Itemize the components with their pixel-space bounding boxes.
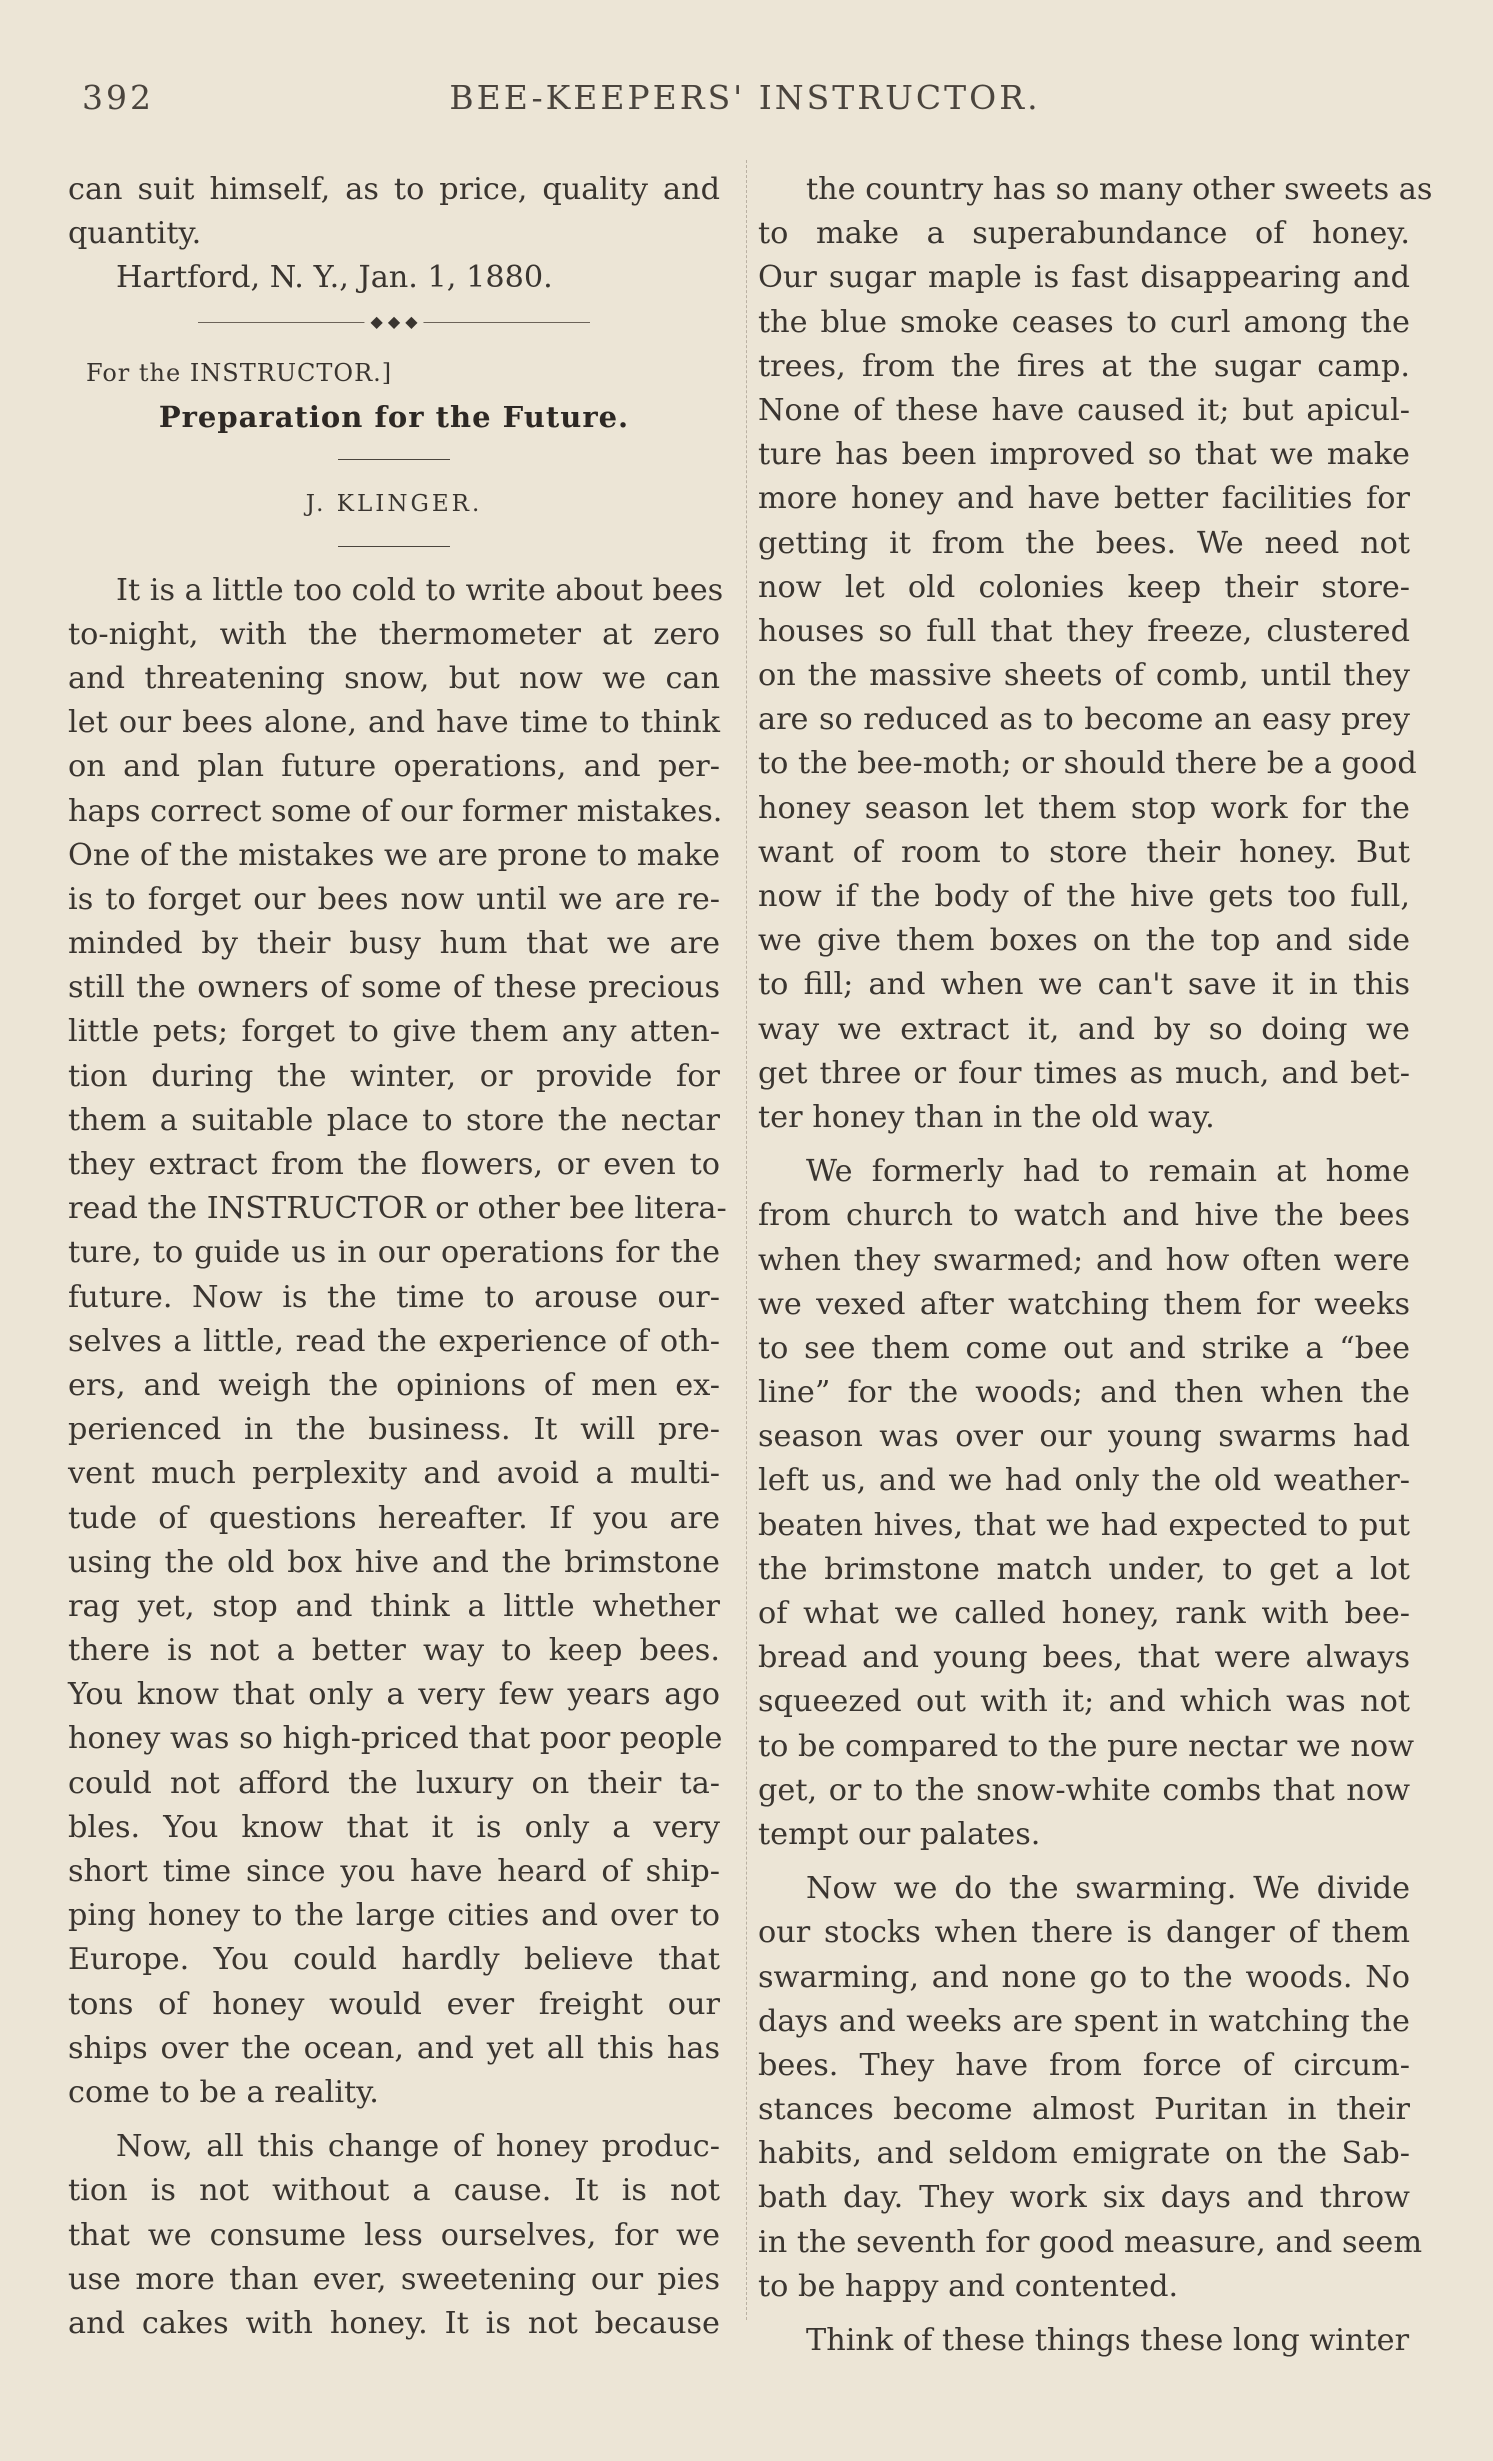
text-line: now if the body of the hive gets too full, xyxy=(758,879,1410,914)
paragraph xyxy=(758,2319,1410,2363)
text-line: get three or four times as much, and bet- xyxy=(758,1055,1410,1091)
text-line: perienced in the business. It will pre- xyxy=(68,1412,720,1448)
text-line: from church to watch and hive the bees xyxy=(758,1198,1410,1234)
continued-text xyxy=(68,168,720,256)
text-line: we vexed after watching them for weeks xyxy=(758,1286,1410,1322)
text-line: way we extract it, and by so doing we xyxy=(758,1011,1410,1047)
text-line: that we consume less ourselves, for we xyxy=(68,2217,720,2253)
text-line: rag yet, stop and think a little whether xyxy=(68,1588,720,1624)
dateline: Hartford, N. Y., Jan. 1, 1880. xyxy=(116,260,553,296)
text-line: ships over the ocean, and yet all this has xyxy=(68,2030,720,2066)
text-line: We formerly had to remain at home xyxy=(806,1154,1410,1190)
article-title: Preparation for the Future. xyxy=(158,399,630,434)
paragraph xyxy=(68,2125,720,2346)
text-line: squeezed out with it; and which was not xyxy=(758,1684,1410,1720)
text-line: to fill; and when we can't save it in this xyxy=(758,967,1410,1003)
text-line: on the massive sheets of comb, until they xyxy=(758,658,1410,694)
text-line: on and plan future operations, and per- xyxy=(68,749,720,785)
paragraph xyxy=(758,168,1433,1140)
text-line: It is a little too cold to write about bees xyxy=(116,572,724,608)
text-line: still the owners of some of these precious xyxy=(68,970,720,1006)
text-line: beaten hives, that we had expected to put xyxy=(758,1507,1410,1543)
text-line: swarming, and none go to the woods. No xyxy=(758,1959,1410,1995)
ornament-icon: ◆ ◆ ◆ xyxy=(364,313,423,331)
text-line: minded by their busy hum that we are xyxy=(68,926,720,962)
text-line: habits, and seldom emigrate on the Sab- xyxy=(758,2136,1410,2172)
text-line: want of room to store their honey. But xyxy=(758,834,1410,870)
text-line: our stocks when there is danger of them xyxy=(758,1915,1410,1951)
text-line: and threatening snow, but now we can xyxy=(68,660,720,696)
text-line: One of the mistakes we are prone to make xyxy=(68,837,720,873)
text-line: houses so full that they freeze, clustered xyxy=(758,613,1410,649)
left-column xyxy=(68,168,727,2346)
text-line: bles. You know that it is only a very xyxy=(68,1809,720,1845)
column-divider xyxy=(746,160,747,2320)
text-line: read the INSTRUCTOR or other bee litera- xyxy=(68,1191,727,1227)
text-line: when they swarmed; and how often were xyxy=(758,1242,1410,1278)
text-line: stances become almost Puritan in their xyxy=(758,2092,1410,2128)
text-line: tude of questions hereafter. If you are xyxy=(68,1500,720,1536)
text-line: to see them come out and strike a “bee xyxy=(758,1330,1410,1366)
paragraph xyxy=(68,569,727,2116)
text-line: vent much perplexity and avoid a multi- xyxy=(68,1456,720,1492)
text-line: season was over our young swarms had xyxy=(758,1419,1410,1455)
text-line: there is not a better way to keep bees. xyxy=(68,1633,720,1669)
article-author: J. KLINGER. xyxy=(305,490,483,517)
text-line: now let old colonies keep their store- xyxy=(758,569,1410,605)
text-line: use more than ever, sweetening our pies xyxy=(68,2261,720,2297)
text-line: get, or to the snow-white combs that now xyxy=(758,1772,1410,1808)
text-line: line” for the woods; and then when the xyxy=(758,1375,1410,1411)
text-line: You know that only a very few years ago xyxy=(68,1677,720,1713)
text-line: they extract from the flowers, or even to xyxy=(68,1147,720,1182)
text-line: of what we called honey, rank with bee- xyxy=(758,1596,1410,1631)
text-line: to be happy and contented. xyxy=(758,2268,1179,2304)
text-line: quantity. xyxy=(68,216,202,252)
text-line: None of these have caused it; but apicul- xyxy=(758,392,1410,428)
text-line: Now, all this change of honey produc- xyxy=(116,2129,720,2165)
page-number: 392 xyxy=(82,78,154,117)
text-line: Europe. You could hardly believe that xyxy=(68,1942,720,1978)
text-line: Think of these things these long winter xyxy=(806,2323,1410,2358)
title-rule xyxy=(338,459,450,460)
text-line: we give them boxes on the top and side xyxy=(758,923,1410,959)
text-line: to-night, with the thermometer at zero xyxy=(68,616,720,652)
text-line: ping honey to the large cities and over to xyxy=(68,1898,720,1934)
text-line: ture has been improved so that we make xyxy=(758,437,1410,473)
text-line: little pets; forget to give them any atten- xyxy=(68,1014,720,1050)
text-line: future. Now is the time to arouse our- xyxy=(68,1279,720,1315)
text-line: the country has so many other sweets as xyxy=(806,172,1433,207)
for-the-instructor-line: For the INSTRUCTOR.] xyxy=(86,358,393,387)
text-line: days and weeks are spent in watching the xyxy=(758,2003,1410,2039)
right-body xyxy=(758,168,1433,2363)
text-line: haps correct some of our former mistakes. xyxy=(68,793,723,829)
text-line: bath day. They work six days and throw xyxy=(758,2180,1410,2216)
paragraph xyxy=(758,1867,1423,2309)
text-line: Our sugar maple is fast disappearing and xyxy=(758,260,1410,296)
text-line: more honey and have better facilities for xyxy=(758,481,1410,517)
left-body xyxy=(68,569,727,2347)
text-line: are so reduced as to become an easy prey xyxy=(758,702,1410,738)
text-line: to the bee-moth; or should there be a good xyxy=(758,746,1417,782)
text-line: trees, from the fires at the sugar camp. xyxy=(758,348,1410,384)
running-title: BEE-KEEPERS' INSTRUCTOR. xyxy=(449,78,1041,117)
text-line: tion during the winter, or provide for xyxy=(68,1058,720,1094)
text-line: short time since you have heard of ship- xyxy=(68,1854,720,1889)
text-line: could not afford the luxury on their ta- xyxy=(68,1765,720,1801)
text-line: to be compared to the pure nectar we now xyxy=(758,1728,1415,1764)
text-line: and cakes with honey. It is not because xyxy=(68,2305,720,2341)
text-line: Now we do the swarming. We divide xyxy=(806,1871,1410,1907)
text-line: to make a superabundance of honey. xyxy=(758,216,1410,252)
text-line: can suit himself, as to price, quality and xyxy=(68,172,720,207)
ornamental-rule xyxy=(198,309,590,337)
text-line: let our bees alone, and have time to think xyxy=(68,705,720,741)
text-line: left us, and we had only the old weather- xyxy=(758,1463,1410,1499)
text-line: honey was so high-priced that poor people xyxy=(68,1721,723,1757)
text-line: in the seventh for good measure, and seem xyxy=(758,2224,1423,2260)
right-column xyxy=(758,168,1433,2363)
text-line: come to be a reality. xyxy=(68,2074,379,2110)
text-line: selves a little, read the experience of oth- xyxy=(68,1323,720,1359)
text-line: bread and young bees, that were always xyxy=(758,1640,1410,1676)
text-line: ter honey than in the old way. xyxy=(758,1099,1215,1135)
text-line: is to forget our bees now until we are re- xyxy=(68,881,720,917)
text-line: getting it from the bees. We need not xyxy=(758,525,1410,561)
text-line: ture, to guide us in our operations for the xyxy=(68,1235,720,1271)
text-line: tion is not without a cause. It is not xyxy=(68,2173,720,2209)
text-line: tons of honey would ever freight our xyxy=(68,1986,720,2022)
text-line: tempt our palates. xyxy=(758,1816,1041,1852)
text-line: the brimstone match under, to get a lot xyxy=(758,1551,1410,1587)
text-line: honey season let them stop work for the xyxy=(758,790,1410,826)
text-line: the blue smoke ceases to curl among the xyxy=(758,304,1410,340)
text-line: bees. They have from force of circum- xyxy=(758,2047,1410,2083)
text-line: using the old box hive and the brimstone xyxy=(68,1544,720,1580)
text-line: ers, and weigh the opinions of men ex- xyxy=(68,1367,720,1403)
paragraph xyxy=(758,1150,1415,1857)
text-line: them a suitable place to store the nectar xyxy=(68,1102,720,1138)
author-rule xyxy=(338,546,450,547)
running-header xyxy=(70,78,1420,118)
